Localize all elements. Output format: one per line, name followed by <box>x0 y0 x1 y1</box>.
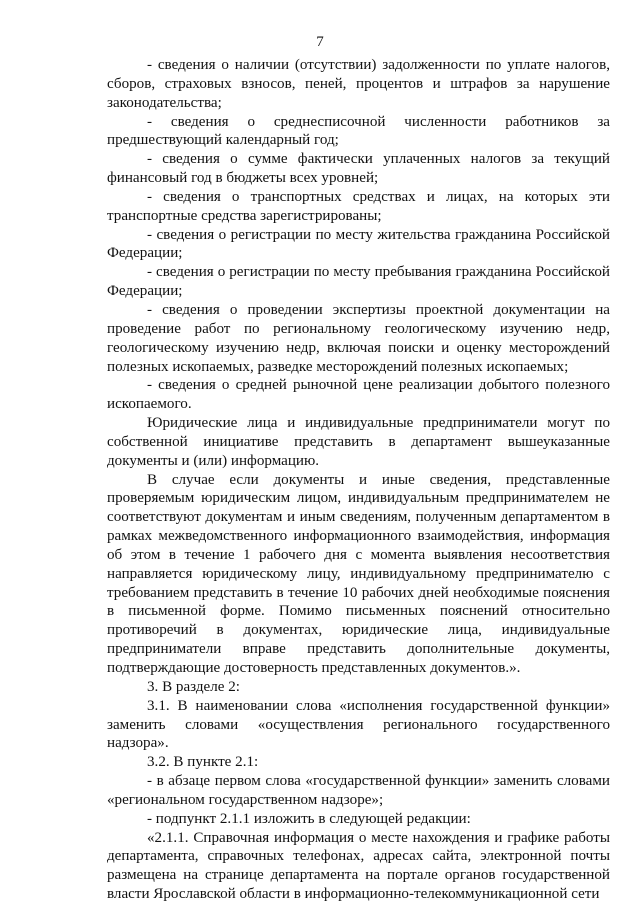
page-number: 7 <box>316 34 324 50</box>
paragraph-section-2: 3. В разделе 2: <box>147 678 240 695</box>
paragraph-3-1: 3.1. В наименовании слова «исполнения государственной функции» заменить словами «осуществления регионального государственного надзора». <box>107 697 610 752</box>
paragraph-vehicles: - сведения о транспортных средствах и лицах, на которых эти транспортные средства зарегистрированы; <box>107 188 610 224</box>
paragraph-expertise: - сведения о проведении экспертизы проектной документации на проведение работ по региональному геологическому изучению недр, геологическому изучению недр, включая поиски и оценку месторождений полезных ископаемых, разведке месторождений полезных ископаемых; <box>107 301 610 375</box>
paragraph-3-2: 3.2. В пункте 2.1: <box>147 754 259 771</box>
paragraph-discrepancies: В случае если документы и иные сведения, представленные проверяемым юридическим лицом, индивидуальным предпринимателем не соответствуют документам и иным сведениям, полученным департаментом в рамках межведомственного информационного взаимодействия, информация об этом в течение 1 рабочего дня с момента выявления несоответствия направляется юридическому лицу, индивидуальному предпринимателю с требованием представить в течение 10 рабочих дней необходимые пояснения в письменной форме. Помимо письменных пояснений относительно противоречий в документах, юридические лица, индивидуальные предприниматели вправе представить дополнительные документы, подтверждающие достоверность представленных документов.». <box>107 471 610 676</box>
paragraph-market-price: - сведения о средней рыночной цене реализации добытого полезного ископаемого. <box>107 377 610 413</box>
paragraph-2-1-1-text: «2.1.1. Справочная информация о месте нахождения и графике работы департамента, справочных телефонах, адресах сайта, электронной почты размещена на странице департамента на портале органов государственной власти Ярославской области в информационно-телекоммуникационной сети <box>107 829 610 903</box>
paragraph-tax-debt: - сведения о наличии (отсутствии) задолженности по уплате налогов, сборов, страховых взносов, пеней, процентов и штрафов за нарушение законодательства; <box>107 57 610 111</box>
paragraph-residence-registration: - сведения о регистрации по месту жительства гражданина Российской Федерации; <box>107 226 610 262</box>
paragraph-subpoint-2-1-1: - подпункт 2.1.1 изложить в следующей редакции: <box>147 810 471 827</box>
paragraph-taxes-paid: - сведения о сумме фактически уплаченных налогов за текущий финансовый год в бюджеты всех уровней; <box>107 151 610 187</box>
paragraph-headcount: - сведения о среднесписочной численности работников за предшествующий календарный год; <box>107 113 610 149</box>
paragraph-stay-registration: - сведения о регистрации по месту пребывания гражданина Российской Федерации; <box>107 264 610 300</box>
paragraph-first-abzac: - в абзаце первом слова «государственной функции» заменить словами «региональном государственном надзоре»; <box>107 773 610 808</box>
document-body <box>107 56 610 904</box>
paragraph-own-initiative: Юридические лица и индивидуальные предприниматели могут по собственной инициативе представить в департамент вышеуказанные документы и (или) информацию. <box>107 415 610 469</box>
